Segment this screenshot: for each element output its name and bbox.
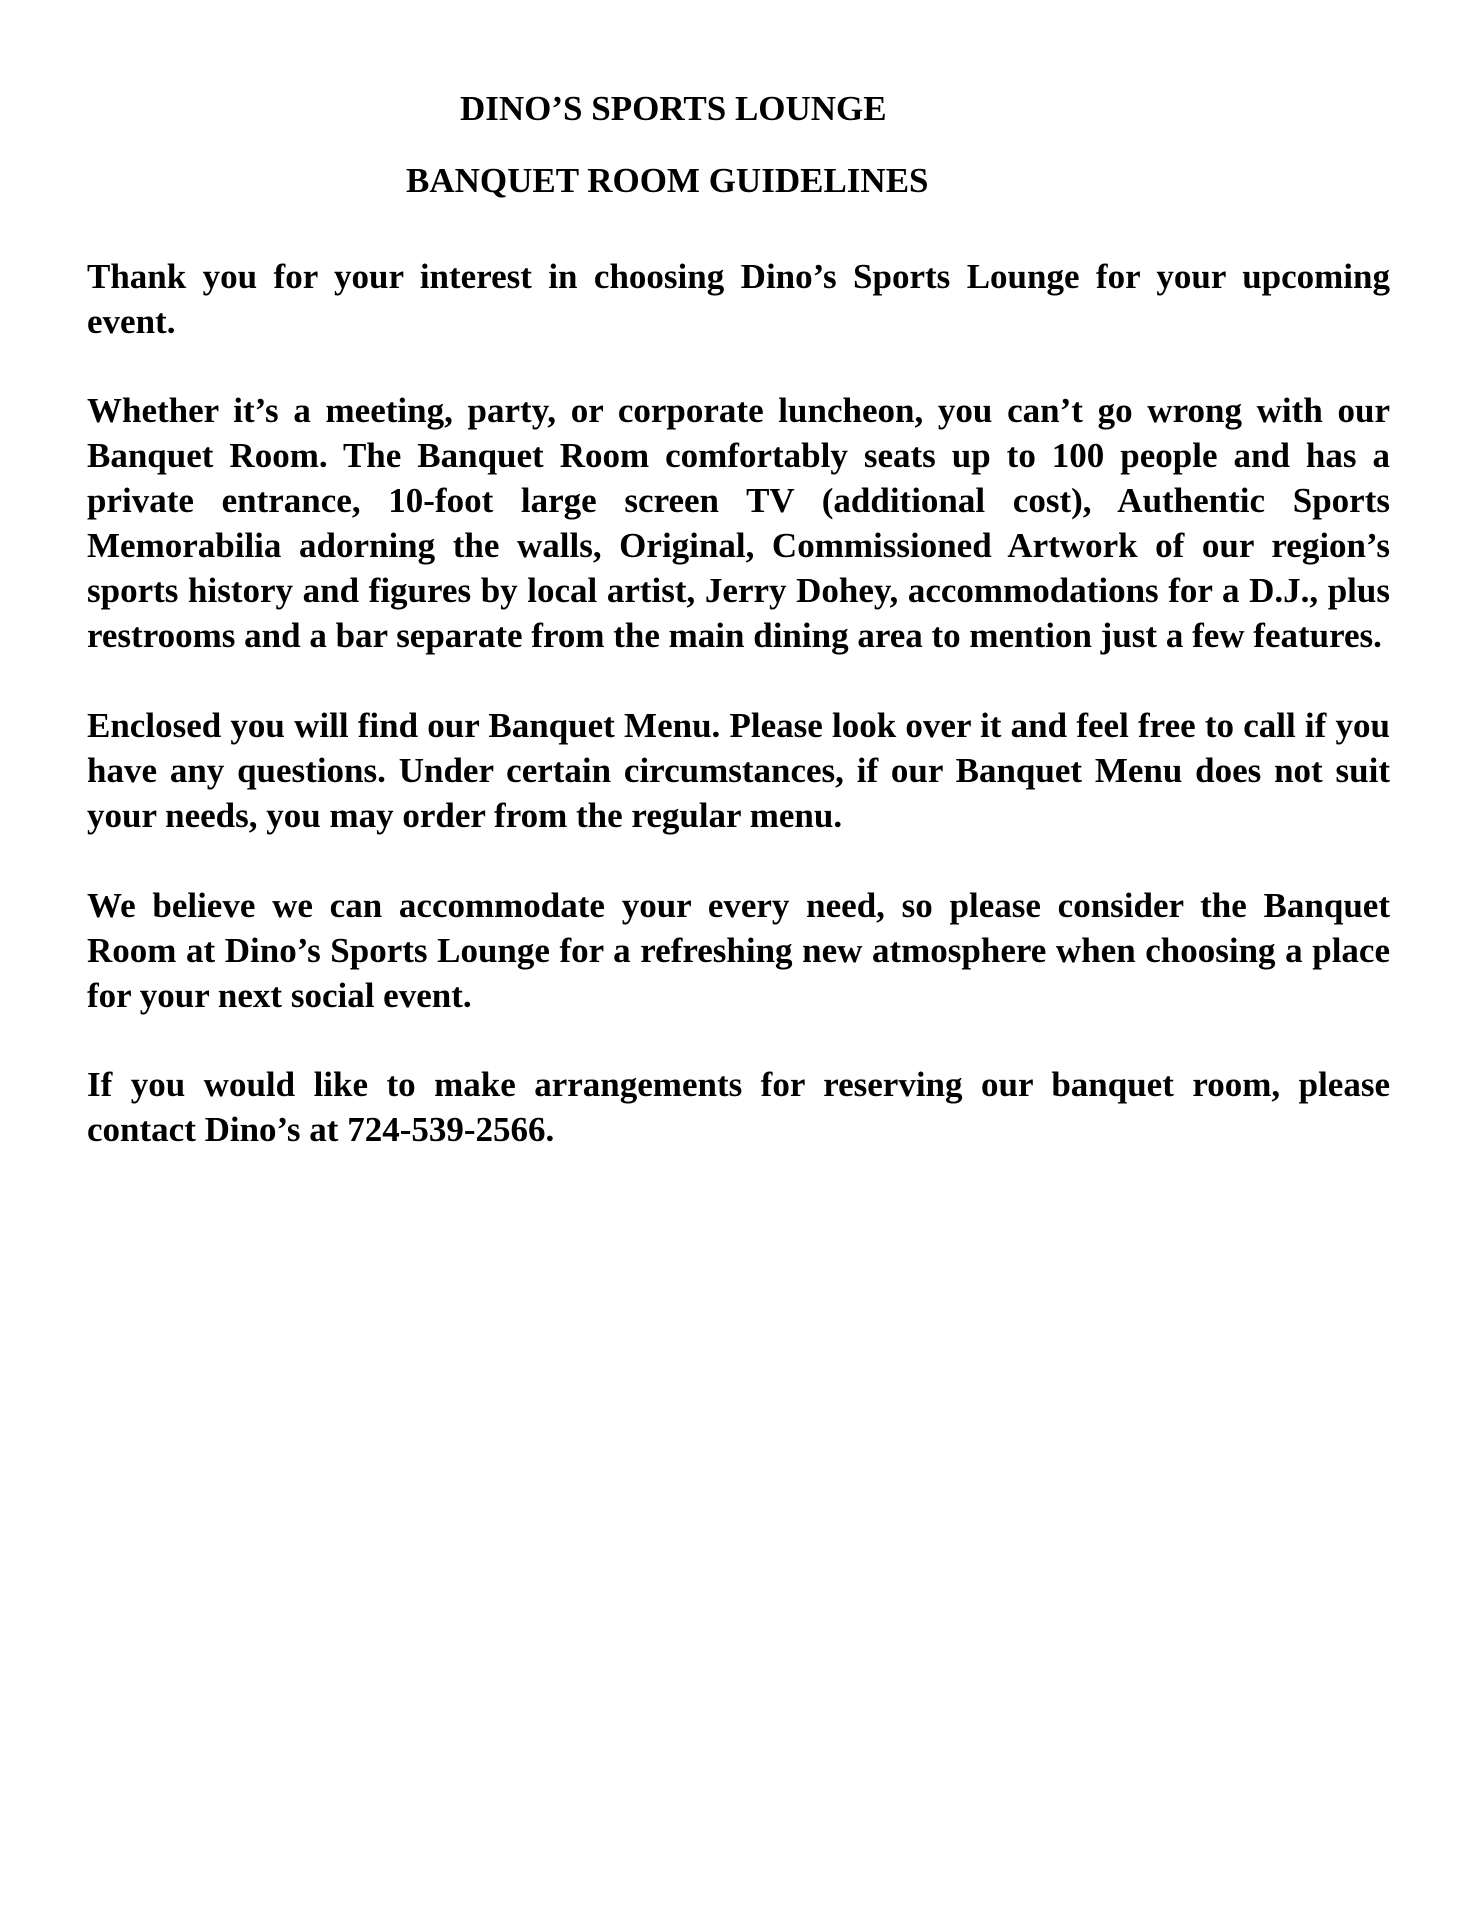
paragraph-contact: If you would like to make arrangements for reserving our banquet room, please contact Dino’s at 724-539-2566. xyxy=(87,1065,1390,1149)
document-title: DINO’S SPORTS LOUNGE xyxy=(460,89,887,128)
document-subtitle: BANQUET ROOM GUIDELINES xyxy=(406,161,929,200)
paragraph-features: Whether it’s a meeting, party, or corporate luncheon, you can’t go wrong with our Banquet Room. The Banquet Room comfortably seats up to 100 people and has a private entrance, 10-foot large screen TV (additional cost), Authentic Sports Memorabilia adorning the walls, Original, Commissioned Artwork of our region’s sports history and figures by local artist, Jerry Dohey, accommodations for a D.J., plus restrooms and a bar separate from the main dining area to mention just a few features. xyxy=(87,391,1390,655)
paragraph-menu: Enclosed you will find our Banquet Menu. Please look over it and feel free to call if you have any questions. Under certain circumstances, if our Banquet Menu does not suit your needs, you may order from the regular menu. xyxy=(87,706,1390,835)
document-body xyxy=(87,254,1390,1197)
paragraph-intro: Thank you for your interest in choosing Dino’s Sports Lounge for your upcoming event. xyxy=(87,257,1390,341)
paragraph-accommodate: We believe we can accommodate your every need, so please consider the Banquet Room at Dino’s Sports Lounge for a refreshing new atmosphere when choosing a place for your next social event. xyxy=(87,886,1390,1015)
